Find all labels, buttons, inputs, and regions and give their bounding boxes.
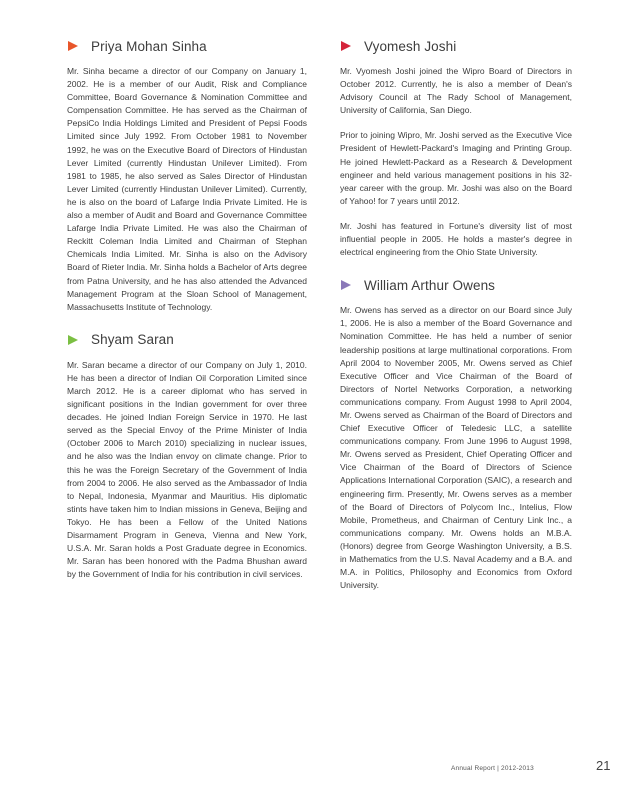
bio-paragraph: Mr. Sinha became a director of our Company on January 1, 2002. He is a member of our Audit, Risk and Compliance Committee, Board Governance & Nomination Committee and Compensation Committee. He has served as the Chairman of PepsiCo India Holdings Limited and President of Pepsi Foods Limited since July 1992. From October 1981 to November 1992, he was on the Executive Board of Directors of Hindustan Lever Limited (currently Hindustan Unilever Limited). From 1981 to 1985, he also served as Sales Director of Hindustan Lever Limited (currently Hindustan Unilever Limited). Currently, he is also on the board of Lafarge India Private Limited. He is also a member of Audit and Board and Governance Committee Lafarge India Private Limited. He was also the Chairman of Reckitt Coleman India Limited and Chairman of Stephan Chemicals India Limited. Mr. Sinha is also on the Advisory Board of Rieter India. Mr. Sinha holds a Bachelor of Arts degree from Patna University, and he has also attended the Advanced Management Program at the Sloan School of Management, Massachusetts Institute of Technology. — [67, 66, 307, 312]
bio-heading — [340, 276, 572, 294]
footer-report-label: Annual Report | 2012-2013 — [451, 765, 534, 772]
bio-heading — [340, 37, 572, 55]
bio-william-arthur-owens — [340, 276, 572, 592]
bio-name: Priya Mohan Sinha — [91, 38, 207, 54]
right-column — [340, 37, 572, 592]
bio-name: Shyam Saran — [91, 332, 174, 348]
bio-name: Vyomesh Joshi — [364, 38, 457, 54]
left-column — [67, 37, 307, 581]
bio-vyomesh-joshi — [340, 37, 572, 259]
bio-name: William Arthur Owens — [364, 277, 496, 293]
bullet-arrow-icon — [67, 40, 79, 52]
bullet-arrow-icon — [340, 279, 352, 291]
page-number: 21 — [596, 758, 611, 773]
bio-paragraph: Prior to joining Wipro, Mr. Joshi served as the Executive Vice President of Hewlett-Packard's Imaging and Printing Group. He joined Hewlett-Packard as a Research & Development engineer and held various management positions in his 32-year career with the group. Mr. Joshi was also on the Board of Yahoo! for 7 years until 2012. — [340, 130, 572, 206]
bullet-arrow-icon — [67, 334, 79, 346]
bio-paragraph: Mr. Joshi has featured in Fortune's diversity list of most influential people in 2005. He holds a master's degree in electrical engineering from the Ohio State University. — [340, 220, 572, 258]
bio-heading — [67, 37, 307, 55]
bio-shyam-saran — [67, 331, 307, 582]
bio-paragraph: Mr. Saran became a director of our Company on July 1, 2010. He has been a director of Indian Oil Corporation Limited since March 2012. He is a career diplomat who has served in significant positions in the Indian government for over three decades. He joined Indian Foreign Service in 1970. He last served as the Special Envoy of the Prime Minister of India (October 2006 to March 2010) specializing in nuclear issues, and he also was the Indian envoy on climate change. Prior to this he was the Foreign Secretary of the Government of India from 2004 to 2006. He also served as the Ambassador of India to Nepal, Indonesia, Myanmar and Mauritius. His diplomatic stints have taken him to Indian missions in Geneva, Beijing and Tokyo. He has been a Fellow of the United Nations Disarmament Program in Geneva, Vienna and New York, U.S.A. Mr. Saran holds a Post Graduate degree in Economics. Mr. Saran has been honored with the Padma Bhushan award by the Government of India for his contribution in civil services. — [67, 359, 307, 580]
bio-priya-mohan-sinha — [67, 37, 307, 314]
bio-paragraph: Mr. Vyomesh Joshi joined the Wipro Board of Directors in October 2012. Currently, he is also a member of Dean's Advisory Council at The Rady School of Management, University of California, San Diego. — [340, 66, 572, 116]
bullet-arrow-icon — [340, 40, 352, 52]
bio-heading — [67, 331, 307, 349]
bio-paragraph: Mr. Owens has served as a director on our Board since July 1, 2006. He is also a member of the Board Governance and Nomination Committee. He has held a number of senior leadership positions at large multinational corporations. From April 2004 to November 2005, Mr. Owens served as Chief Executive Officer and Vice Chairman of the Board of Directors of Nortel Networks Corporation, a networking communications company. From August 1998 to April 2004, Mr. Owens served as Chairman of the Board of Directors and Chief Executive Officer of Teledesic LLC, a satellite communications company. From June 1996 to August 1998, Mr. Owens served as President, Chief Operating Officer and Vice Chairman of the Board of Directors of Science Applications International Corporation (SAIC), a research and engineering firm. Presently, Mr. Owens serves as a member of the Board of Directors of Polycom Inc., Intelius, Flow Mobile, Prometheus, and Chairman of Century Link Inc., a communications company. Mr. Owens holds an M.B.A. (Honors) degree from George Washington University, a B.S. in Mathematics from the U.S. Naval Academy and a B.A. and M.A. in Politics, Philosophy and Economics from Oxford University. — [340, 305, 572, 591]
